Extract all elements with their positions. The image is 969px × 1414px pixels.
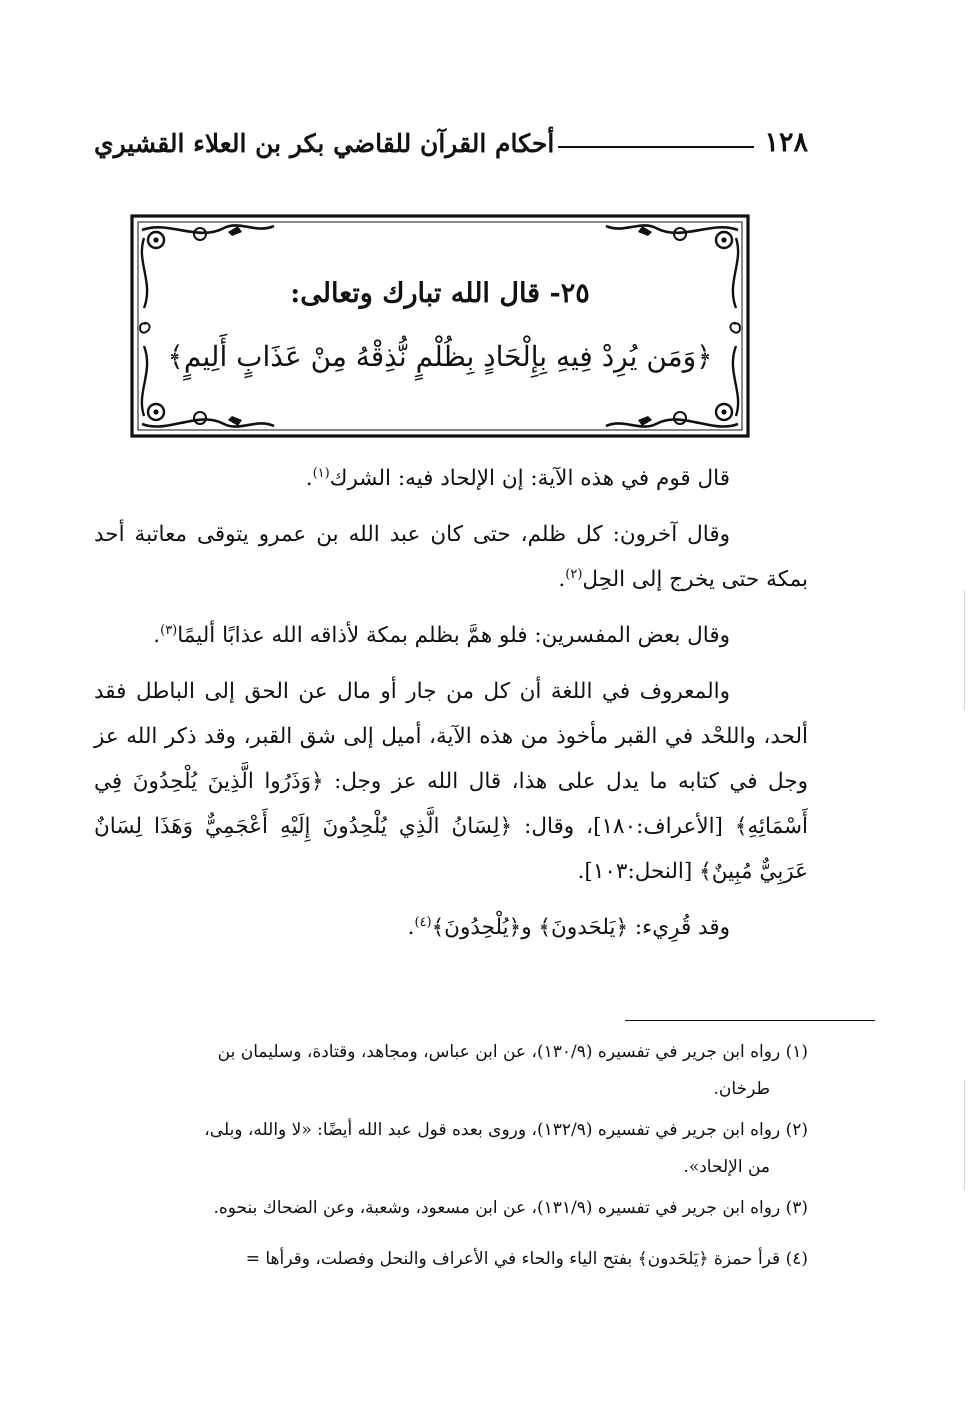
- paragraph-end: .: [407, 915, 415, 940]
- footnote-2: [94, 1112, 808, 1186]
- paragraph-5: [94, 905, 808, 950]
- header-rule: [558, 146, 754, 148]
- book-title: أحكام القرآن للقاضي بكر بن العلاء القشيري: [94, 129, 555, 158]
- paragraph-3: [94, 613, 808, 658]
- page-number: ١٢٨: [764, 127, 808, 158]
- footnote-continuation: طرخان.: [713, 1079, 770, 1099]
- footnote-separator: [625, 1020, 875, 1021]
- paragraph-2: [94, 512, 808, 602]
- footnote-ref-3: (٣): [160, 622, 178, 638]
- quran-verse: ﴿وَمَن يُرِدْ فِيهِ بِإِلْحَادٍ بِظُلْمٍ نُّذِقْهُ مِنْ عَذَابٍ أَلِيمٍ﴾: [167, 340, 713, 373]
- frame-border-ornament: [128, 212, 752, 440]
- paragraph-text: قال قوم في هذه الآية: إن الإلحاد فيه: الشرك: [329, 466, 730, 491]
- paragraph-1: [94, 456, 808, 501]
- footnote-3: [94, 1190, 808, 1227]
- paragraph-text: وقال آخرون: كل ظلم، حتى كان عبد الله بن عمرو يتوقى معاتبة أحد بمكة حتى يخرج إلى الحِل: [94, 522, 808, 592]
- footnote-text: (١) رواه ابن جرير في تفسيره (١٣٠/٩)، عن ابن عباس، ومجاهد، وقتادة، وسليمان بن: [217, 1042, 808, 1062]
- paragraph-4: [94, 669, 808, 894]
- main-text: [94, 456, 808, 950]
- footnote-1: [94, 1034, 808, 1108]
- running-header: [94, 112, 808, 156]
- footnote-4: [94, 1241, 808, 1278]
- footnote-ref-4: (٤): [414, 914, 432, 930]
- section-heading: ٢٥- قال الله تبارك وتعالى:: [290, 278, 590, 309]
- footnote-text: (٢) رواه ابن جرير في تفسيره (١٣٢/٩)، وروى بعده قول عبد الله أيضًا: «لا والله، وبلى،: [204, 1120, 808, 1140]
- footnote-continuation: من الإلحاد».: [683, 1157, 770, 1177]
- scan-edge-mark: [964, 1080, 965, 1190]
- footnote-text: (٣) رواه ابن جرير في تفسيره (١٣١/٩)، عن ابن مسعود، وشعبة، وعن الضحاك بنحوه.: [213, 1198, 808, 1218]
- paragraph-end: .: [305, 466, 313, 491]
- scan-edge-mark: [964, 590, 965, 710]
- footnote-text: (٤) قرأ حمزة ﴿يَلحَدون﴾ بفتح الياء والحاء في الأعراف والنحل وفصلت، وقرأها =: [245, 1249, 808, 1269]
- paragraph-text: وقد قُرِيء: ﴿يَلحَدونَ﴾ و﴿يُلْحِدُونَ﴾: [431, 915, 730, 940]
- paragraph-end: .: [153, 623, 161, 648]
- ornamental-frame: [128, 212, 752, 440]
- footnotes: [94, 1034, 808, 1282]
- paragraph-text: والمعروف في اللغة أن كل من جار أو مال عن الحق إلى الباطل فقد ألحد، واللحْد في القبر مأخوذ من هذه الآية، أميل إلى شق القبر، وقد ذكر الله عز وجل في كتابه ما يدل على هذا، قال الله عز وجل: ﴿وَذَرُوا الَّذِينَ يُلْحِدُونَ فِي أَسْمَائِهِ﴾ [الأعراف:١٨٠]، وقال: ﴿لِسَانُ الَّذِي يُلْحِدُونَ إِلَيْهِ أَعْجَمِيٌّ وَهَذَا لِسَانٌ عَرَبِيٌّ مُبِينٌ﴾ [النحل:١٠٣].: [94, 679, 808, 884]
- paragraph-text: وقال بعض المفسرين: فلو همَّ بظلم بمكة لأذاقه الله عذابًا أليمًا: [177, 623, 730, 648]
- paragraph-end: .: [558, 567, 566, 592]
- footnote-ref-2: (٢): [565, 566, 583, 582]
- footnote-ref-1: (١): [312, 465, 330, 481]
